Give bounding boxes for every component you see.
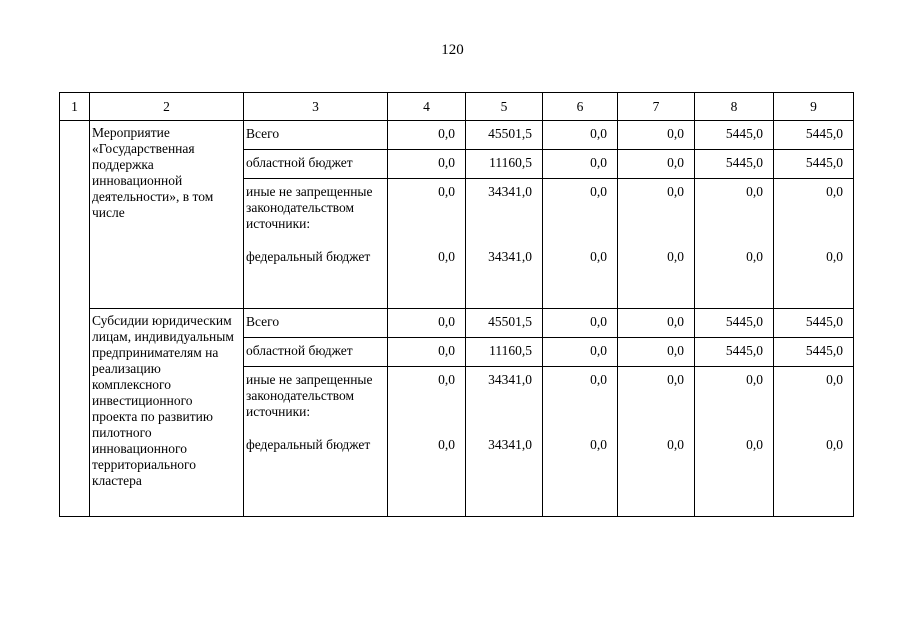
value-cell: 0,0 0,0 — [618, 367, 695, 517]
funding-source: Всего — [244, 121, 388, 150]
page-number: 120 — [441, 42, 464, 58]
funding-source: Всего — [244, 309, 388, 338]
header-cell: 5 — [466, 93, 543, 121]
value-cell: 0,0 0,0 — [388, 367, 466, 517]
header-cell: 8 — [695, 93, 774, 121]
value-cell: 0,0 — [543, 150, 618, 179]
value-cell: 0,0 — [543, 121, 618, 150]
funding-source: областной бюджет — [244, 338, 388, 367]
header-cell: 9 — [774, 93, 854, 121]
value-cell: 0,0 — [618, 338, 695, 367]
value-cell: 0,0 0,0 — [543, 179, 618, 309]
value-cell: 0,0 0,0 — [695, 179, 774, 309]
value-cell: 34341,0 34341,0 — [466, 367, 543, 517]
budget-table — [59, 92, 854, 517]
value-cell: 5445,0 — [774, 309, 854, 338]
value-cell: 0,0 — [618, 309, 695, 338]
table-row — [60, 309, 854, 338]
value-cell: 0,0 0,0 — [774, 367, 854, 517]
funding-source — [244, 179, 388, 309]
index-cell — [60, 121, 90, 517]
value-cell: 0,0 0,0 — [695, 367, 774, 517]
funding-source-federal: федеральный бюджет — [246, 437, 371, 452]
value-cell: 5445,0 — [695, 150, 774, 179]
value-cell: 11160,5 — [466, 150, 543, 179]
funding-source-other: иные не запрещенные законодательством источники: — [246, 184, 373, 231]
header-cell: 6 — [543, 93, 618, 121]
measure-description: Субсидии юридическим лицам, индивидуальным предпринимателям на реализацию комплексного инвестиционного проекта по развитию пилотного инновационного территориального кластера — [90, 309, 244, 517]
table-row — [60, 121, 854, 150]
value-cell: 0,0 — [543, 338, 618, 367]
funding-source-other: иные не запрещенные законодательством источники: — [246, 372, 373, 419]
value-cell: 0,0 0,0 — [774, 179, 854, 309]
value-cell: 0,0 0,0 — [388, 179, 466, 309]
value-cell: 5445,0 — [695, 338, 774, 367]
value-cell: 5445,0 — [774, 338, 854, 367]
value-cell: 0,0 0,0 — [618, 179, 695, 309]
value-cell: 5445,0 — [695, 121, 774, 150]
header-cell: 2 — [90, 93, 244, 121]
value-cell: 34341,0 34341,0 — [466, 179, 543, 309]
value-cell: 11160,5 — [466, 338, 543, 367]
header-cell: 1 — [60, 93, 90, 121]
funding-source — [244, 367, 388, 517]
value-cell: 0,0 — [388, 150, 466, 179]
value-cell: 5445,0 — [774, 150, 854, 179]
funding-source: областной бюджет — [244, 150, 388, 179]
value-cell: 0,0 — [388, 309, 466, 338]
measure-description: Мероприятие «Государственная поддержка инновационной деятельности», в том числе — [90, 121, 244, 309]
value-cell: 5445,0 — [695, 309, 774, 338]
value-cell: 45501,5 — [466, 309, 543, 338]
value-cell: 0,0 — [388, 121, 466, 150]
value-cell: 0,0 — [388, 338, 466, 367]
value-cell: 45501,5 — [466, 121, 543, 150]
header-cell: 7 — [618, 93, 695, 121]
header-cell: 3 — [244, 93, 388, 121]
value-cell: 0,0 — [543, 309, 618, 338]
value-cell: 0,0 — [618, 150, 695, 179]
funding-source-federal: федеральный бюджет — [246, 249, 371, 264]
header-cell: 4 — [388, 93, 466, 121]
value-cell: 0,0 — [618, 121, 695, 150]
value-cell: 5445,0 — [774, 121, 854, 150]
header-row — [60, 93, 854, 121]
value-cell: 0,0 0,0 — [543, 367, 618, 517]
